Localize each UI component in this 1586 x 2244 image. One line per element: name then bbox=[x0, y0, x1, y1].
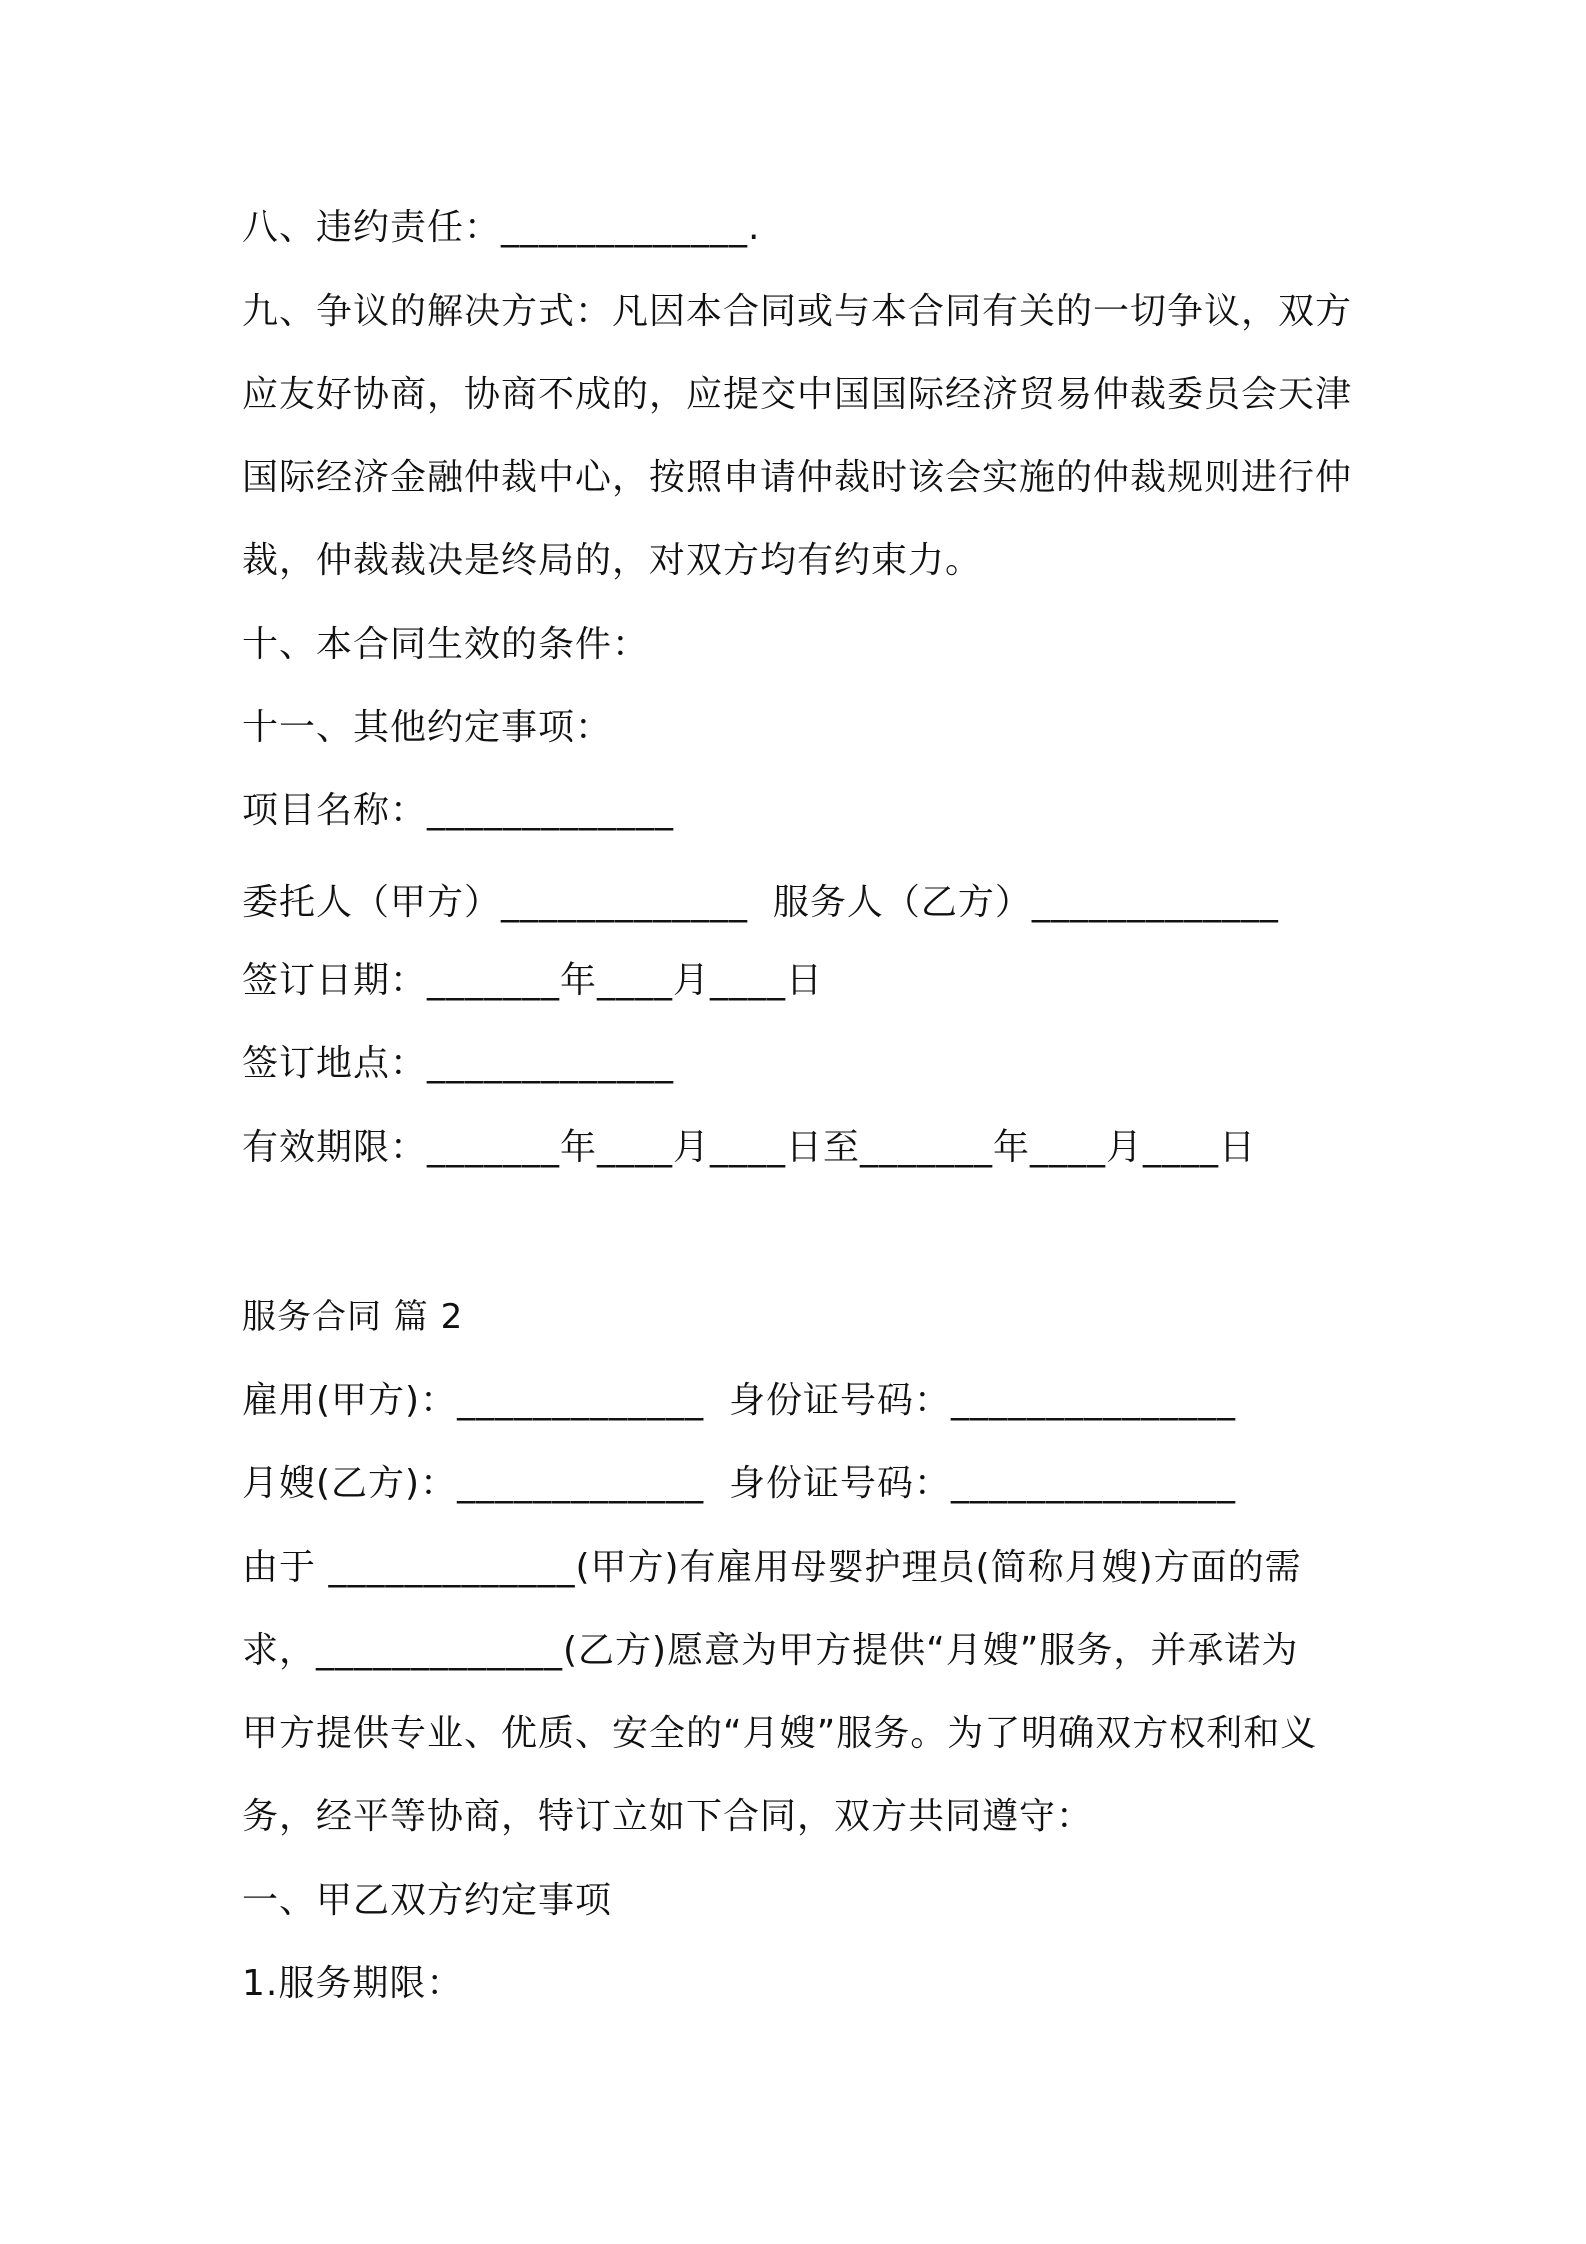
heading-agreed-matters: 一、甲乙双方约定事项 bbox=[242, 1880, 613, 1921]
clause-9-line-3: 国际经济金融仲裁中心，按照申请仲裁时该会实施的仲裁规则进行仲 bbox=[242, 457, 1353, 498]
clause-11-other-matters: 十一、其他约定事项： bbox=[242, 707, 613, 748]
clause-8-breach-liability: 八、违约责任：_____________. bbox=[242, 207, 761, 248]
parties-signature-line: 委托人（甲方）_____________ 服务人（乙方）_____________ bbox=[242, 882, 1279, 923]
preamble-line-1: 由于 _____________(甲方)有雇用母婴护理员(简称月嫂)方面的需 bbox=[242, 1547, 1302, 1588]
clause-9-dispute-resolution: 九、争议的解决方式：凡因本合同或与本合同有关的一切争议，双方 bbox=[242, 291, 1353, 332]
item-service-period: 1.服务期限： bbox=[242, 1963, 464, 2004]
section-title: 服务合同 篇 2 bbox=[242, 1297, 464, 1337]
clause-10-effective-conditions: 十、本合同生效的条件： bbox=[242, 624, 650, 665]
preamble-line-3: 甲方提供专业、优质、安全的“月嫂”服务。为了明确双方权利和义 bbox=[242, 1713, 1318, 1754]
employer-party-a-line: 雇用(甲方)：_____________ 身份证号码：_______________ bbox=[242, 1380, 1236, 1421]
validity-period-field: 有效期限：_______年____月____日至_______年____月____日 bbox=[242, 1127, 1257, 1168]
project-name-field: 项目名称：_____________ bbox=[242, 790, 675, 831]
signing-place-field: 签订地点：_____________ bbox=[242, 1043, 675, 1084]
preamble-line-2: 求，_____________(乙方)愿意为甲方提供“月嫂”服务，并承诺为 bbox=[242, 1630, 1299, 1671]
clause-9-line-2: 应友好协商，协商不成的，应提交中国国际经济贸易仲裁委员会天津 bbox=[242, 374, 1353, 415]
clause-9-line-4: 裁，仲裁裁决是终局的，对双方均有约束力。 bbox=[242, 540, 983, 581]
preamble-line-4: 务，经平等协商，特订立如下合同，双方共同遵守： bbox=[242, 1796, 1094, 1837]
signing-date-field: 签订日期：_______年____月____日 bbox=[242, 960, 824, 1001]
nanny-party-b-line: 月嫂(乙方)：_____________ 身份证号码：_______________ bbox=[242, 1463, 1236, 1504]
